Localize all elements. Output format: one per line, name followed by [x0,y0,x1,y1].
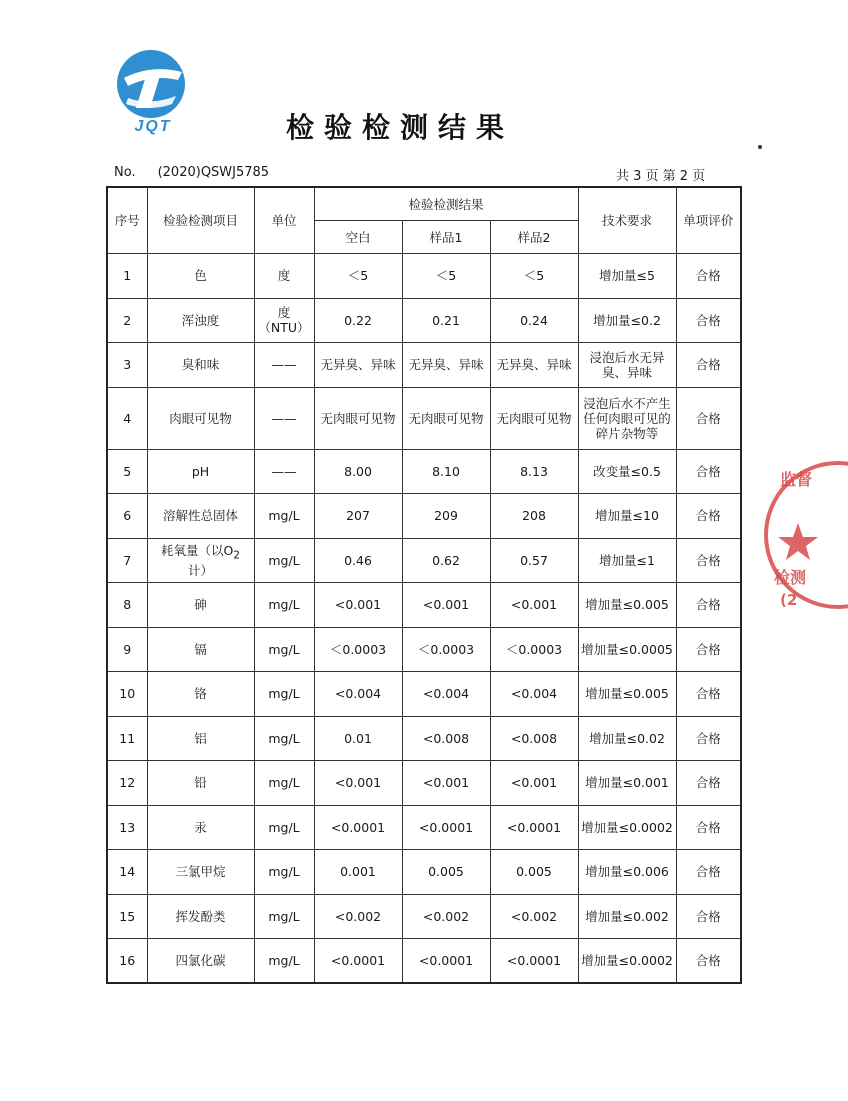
cell-sample1: <0.0001 [402,805,490,850]
cell-unit: mg/L [254,894,314,939]
cell-unit: —— [254,343,314,388]
cell-blank: 0.22 [314,298,402,343]
cell-unit: —— [254,449,314,494]
cell-sample2: <0.002 [490,894,578,939]
stamp-text-mid: 检测 [774,568,807,587]
table-row [107,343,741,388]
cell-unit: mg/L [254,627,314,672]
cell-sample2: ＜0.0003 [490,627,578,672]
cell-evaluation: 合格 [676,627,741,672]
cell-sample2: 0.57 [490,538,578,583]
cell-blank: 无肉眼可见物 [314,387,402,449]
cell-evaluation: 合格 [676,850,741,895]
cell-item: pH [147,449,254,494]
cell-sample1: <0.001 [402,583,490,628]
cell-evaluation: 合格 [676,672,741,717]
report-number-value: (2020)QSWJ5785 [157,165,270,180]
table-row [107,761,741,806]
cell-item: 臭和味 [147,343,254,388]
cell-index: 13 [107,805,147,850]
cell-item: 汞 [147,805,254,850]
table-header-row [107,187,741,221]
header-blank: 空白 [314,221,402,254]
cell-unit: mg/L [254,672,314,717]
cell-sample2: <0.004 [490,672,578,717]
cell-requirement: 浸泡后水无异臭、异味 [578,343,676,388]
cell-evaluation: 合格 [676,805,741,850]
cell-sample2: 0.24 [490,298,578,343]
cell-sample1: ＜5 [402,254,490,299]
cell-index: 6 [107,494,147,539]
header-unit: 单位 [254,187,314,254]
header-item: 检验检测项目 [147,187,254,254]
cell-item: 铅 [147,761,254,806]
cell-requirement: 增加量≤0.002 [578,894,676,939]
cell-requirement: 增加量≤0.005 [578,672,676,717]
cell-item: 砷 [147,583,254,628]
cell-blank: <0.0001 [314,805,402,850]
cell-evaluation: 合格 [676,254,741,299]
header-requirement: 技术要求 [578,187,676,254]
scan-artifact [758,145,762,149]
table-row [107,716,741,761]
cell-index: 3 [107,343,147,388]
cell-blank: 8.00 [314,449,402,494]
cell-requirement: 增加量≤0.0002 [578,939,676,984]
cell-blank: <0.001 [314,761,402,806]
table-row [107,538,741,583]
cell-blank: ＜0.0003 [314,627,402,672]
cell-index: 11 [107,716,147,761]
cell-unit: mg/L [254,939,314,984]
cell-index: 5 [107,449,147,494]
cell-item: 色 [147,254,254,299]
report-number [114,165,269,180]
cell-index: 4 [107,387,147,449]
cell-evaluation: 合格 [676,538,741,583]
cell-index: 9 [107,627,147,672]
cell-evaluation: 合格 [676,387,741,449]
cell-evaluation: 合格 [676,761,741,806]
cell-requirement: 增加量≤5 [578,254,676,299]
cell-item-subscript: 2 [233,549,240,561]
cell-item: 三氯甲烷 [147,850,254,895]
cell-blank: 0.001 [314,850,402,895]
cell-requirement: 增加量≤0.02 [578,716,676,761]
cell-index: 7 [107,538,147,583]
cell-index: 10 [107,672,147,717]
cell-sample1: 0.21 [402,298,490,343]
cell-requirement: 增加量≤0.001 [578,761,676,806]
cell-item: 铬 [147,672,254,717]
cell-blank: 207 [314,494,402,539]
cell-sample2: <0.001 [490,761,578,806]
cell-index: 8 [107,583,147,628]
cell-evaluation: 合格 [676,494,741,539]
cell-blank: <0.004 [314,672,402,717]
table-row [107,672,741,717]
table-row [107,805,741,850]
cell-sample2: ＜5 [490,254,578,299]
cell-sample1: <0.004 [402,672,490,717]
cell-sample1: 0.62 [402,538,490,583]
cell-sample2: 208 [490,494,578,539]
table-row [107,894,741,939]
cell-item-tail: 计） [187,563,213,578]
results-table [106,186,742,984]
cell-sample1: 8.10 [402,449,490,494]
cell-unit: mg/L [254,805,314,850]
table-row [107,627,741,672]
cell-sample1: 无异臭、异味 [402,343,490,388]
cell-evaluation: 合格 [676,939,741,984]
cell-sample1: ＜0.0003 [402,627,490,672]
cell-evaluation: 合格 [676,894,741,939]
cell-index: 15 [107,894,147,939]
cell-requirement: 增加量≤10 [578,494,676,539]
cell-requirement: 增加量≤1 [578,538,676,583]
cell-blank: 0.01 [314,716,402,761]
cell-requirement: 增加量≤0.2 [578,298,676,343]
cell-sample2: 0.005 [490,850,578,895]
cell-unit: mg/L [254,583,314,628]
cell-index: 1 [107,254,147,299]
red-seal-stamp [758,455,848,615]
cell-requirement: 增加量≤0.0002 [578,805,676,850]
header-evaluation: 单项评价 [676,187,741,254]
cell-sample2: 8.13 [490,449,578,494]
table-row [107,494,741,539]
cell-evaluation: 合格 [676,298,741,343]
cell-sample1: <0.008 [402,716,490,761]
table-row [107,939,741,984]
cell-blank: <0.0001 [314,939,402,984]
cell-unit: mg/L [254,716,314,761]
cell-unit: mg/L [254,761,314,806]
cell-unit: mg/L [254,538,314,583]
cell-unit: mg/L [254,850,314,895]
table-row [107,850,741,895]
cell-requirement: 增加量≤0.006 [578,850,676,895]
cell-sample2: <0.0001 [490,805,578,850]
cell-item: 铝 [147,716,254,761]
cell-requirement: 增加量≤0.0005 [578,627,676,672]
cell-sample1: 无肉眼可见物 [402,387,490,449]
table-body [107,254,741,984]
cell-sample1: <0.002 [402,894,490,939]
cell-blank: 0.46 [314,538,402,583]
cell-sample1: <0.001 [402,761,490,806]
cell-blank: 无异臭、异味 [314,343,402,388]
cell-requirement: 浸泡后水不产生任何肉眼可见的碎片杂物等 [578,387,676,449]
cell-unit: 度（NTU） [254,298,314,343]
cell-evaluation: 合格 [676,716,741,761]
cell-evaluation: 合格 [676,449,741,494]
cell-sample2: <0.008 [490,716,578,761]
cell-sample2: 无肉眼可见物 [490,387,578,449]
header-index: 序号 [107,187,147,254]
cell-item-main: 耗氧量（以O [161,542,234,558]
table-row [107,583,741,628]
cell-sample2: 无异臭、异味 [490,343,578,388]
cell-index: 16 [107,939,147,984]
table-row [107,449,741,494]
cell-sample2: <0.0001 [490,939,578,984]
cell-item: 镉 [147,627,254,672]
cell-sample1: <0.0001 [402,939,490,984]
header-sample2: 样品2 [490,221,578,254]
cell-blank: <0.001 [314,583,402,628]
cell-sample1: 0.005 [402,850,490,895]
cell-sample2: <0.001 [490,583,578,628]
stamp-text-top: 监督 [780,470,813,489]
cell-item: 浑浊度 [147,298,254,343]
table-row [107,298,741,343]
cell-unit: —— [254,387,314,449]
cell-index: 12 [107,761,147,806]
cell-unit: mg/L [254,494,314,539]
cell-index: 2 [107,298,147,343]
table-row [107,254,741,299]
cell-item: 肉眼可见物 [147,387,254,449]
header-results-group: 检验检测结果 [314,187,578,221]
cell-item: 四氯化碳 [147,939,254,984]
table-row [107,387,741,449]
report-number-label: No. [114,165,136,180]
header-sample1: 样品1 [402,221,490,254]
cell-blank: ＜5 [314,254,402,299]
cell-item: 溶解性总固体 [147,494,254,539]
cell-requirement: 增加量≤0.005 [578,583,676,628]
cell-sample1: 209 [402,494,490,539]
page-info: 共 3 页 第 2 页 [616,169,706,184]
cell-evaluation: 合格 [676,583,741,628]
cell-index: 14 [107,850,147,895]
logo-text: JQT [134,118,172,135]
cell-evaluation: 合格 [676,343,741,388]
cell-item [147,538,254,583]
cell-requirement: 改变量≤0.5 [578,449,676,494]
cell-unit: 度 [254,254,314,299]
cell-blank: <0.002 [314,894,402,939]
cell-item: 挥发酚类 [147,894,254,939]
page-title: 检验检测结果 [285,111,514,144]
stamp-text-bottom: (2 [780,591,798,609]
